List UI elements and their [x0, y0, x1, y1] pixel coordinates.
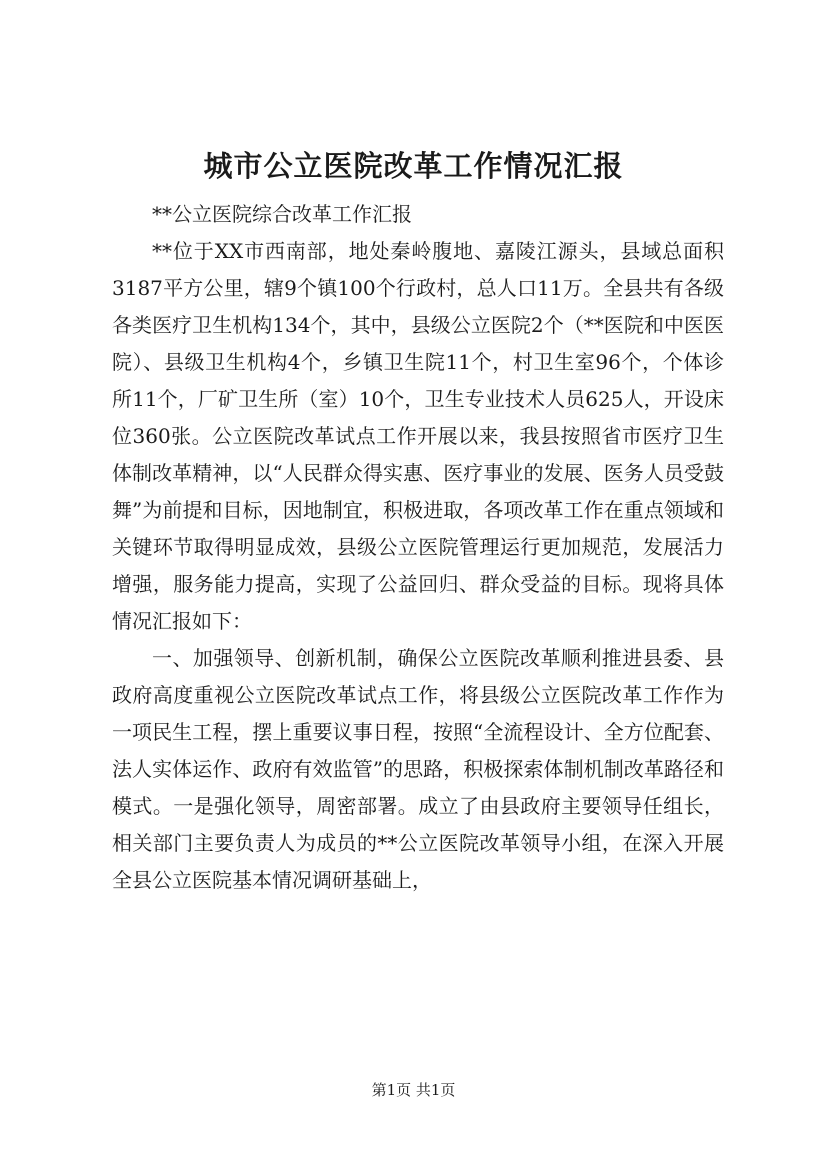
page-footer: 第1页 共1页 [371, 1081, 456, 1099]
document-body [112, 196, 724, 899]
paragraph-overview: **位于XX市西南部，地处秦岭腹地、嘉陵江源头，县域总面积3187平方公里，辖9个镇100个行政村，总人口11万。全县共有各级各类医疗卫生机构134个，其中，县级公立医院2个（**医院和中医医院）、县级卫生机构4个，乡镇卫生院11个，村卫生室96个，个体诊所11个，厂矿卫生所（室）10个，卫生专业技术人员625人，开设床位360张。公立医院改革试点工作开展以来，我县按照省市医疗卫生体制改革精神，以“人民群众得实惠、医疗事业的发展、医务人员受鼓舞”为前提和目标，因地制宜，积极进取，各项改革工作在重点领域和关键环节取得明显成效，县级公立医院管理运行更加规范，发展活力增强，服务能力提高，实现了公益回归、群众受益的目标。现将具体情况汇报如下： [112, 239, 724, 633]
paragraph-subtitle: **公立医院综合改革工作汇报 [152, 202, 412, 226]
paragraph-section-one: 一、加强领导、创新机制，确保公立医院改革顺利推进县委、县政府高度重视公立医院改革试点工作，将县级公立医院改革工作作为一项民生工程，摆上重要议事日程，按照“全流程设计、全方位配套、法人实体运作、政府有效监管”的思路，积极探索体制机制改革路径和模式。一是强化领导，周密部署。成立了由县政府主要领导任组长，相关部门主要负责人为成员的**公立医院改革领导小组，在深入开展全县公立医院基本情况调研基础上， [112, 646, 724, 892]
document-title: 城市公立医院改革工作情况汇报 [203, 149, 624, 183]
